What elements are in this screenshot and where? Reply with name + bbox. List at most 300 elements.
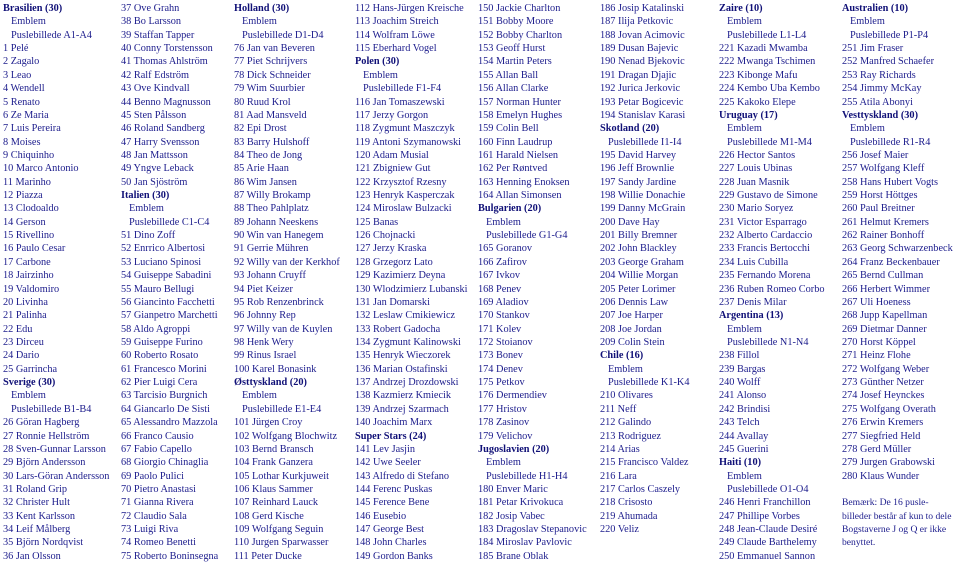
- player-entry: 49 Yngve Leback: [121, 163, 194, 175]
- player-entry: 75 Roberto Boninsegna: [121, 550, 219, 562]
- emblem-entry: Emblem: [727, 470, 762, 482]
- player-entry: 10 Marco Antonio: [3, 163, 79, 175]
- player-entry: 263 Georg Schwarzenbeck: [842, 243, 953, 255]
- player-entry: 273 Günther Netzer: [842, 377, 924, 389]
- player-entry: 194 Stanislav Karasi: [600, 109, 686, 121]
- player-entry: 226 Hector Santos: [719, 149, 796, 161]
- player-entry: 241 Alonso: [719, 390, 767, 402]
- player-entry: 44 Benno Magnusson: [121, 96, 211, 108]
- player-entry: 69 Paolo Pulici: [121, 470, 184, 482]
- player-entry: 123 Henryk Kasperczak: [355, 190, 455, 202]
- player-entry: 144 Ferenc Puskas: [355, 483, 433, 495]
- player-entry: 134 Zygmunt Kalinowski: [355, 336, 461, 348]
- player-entry: 105 Lothar Kurkjuweit: [234, 470, 329, 482]
- player-entry: 139 Andrzej Szarmach: [355, 403, 449, 415]
- team-heading: Australien (10): [842, 3, 909, 14]
- player-entry: 48 Jan Mattsson: [121, 149, 188, 161]
- emblem-entry: Emblem: [608, 363, 643, 375]
- note-line: Bemærk: De 16 pusle-: [842, 497, 929, 509]
- player-entry: 39 Staffan Tapper: [121, 29, 195, 41]
- player-entry: 52 Enrrico Albertosi: [121, 243, 206, 255]
- player-entry: 152 Bobby Charlton: [478, 29, 563, 41]
- player-entry: 30 Lars-Göran Andersson: [3, 470, 110, 482]
- player-entry: 73 Luigi Riva: [121, 524, 179, 536]
- player-entry: 246 Henri Franchillon: [719, 497, 811, 509]
- player-entry: 143 Alfredo di Stefano: [355, 470, 450, 482]
- player-entry: 151 Bobby Moore: [478, 16, 554, 28]
- column-6: [600, 2, 690, 536]
- player-entry: 229 Gustavo de Simone: [719, 190, 818, 202]
- player-entry: 37 Ove Grahn: [121, 3, 180, 14]
- player-entry: 148 John Charles: [355, 537, 427, 549]
- puzzle-entry: Puslebillede E1-E4: [242, 403, 322, 415]
- player-entry: 90 Win van Hanegem: [234, 230, 324, 242]
- player-entry: 238 Fillol: [719, 350, 760, 362]
- player-entry: 25 Garrincha: [3, 363, 58, 375]
- player-entry: 259 Horst Höttges: [842, 190, 918, 202]
- player-entry: 240 Wolff: [719, 377, 761, 389]
- player-entry: 135 Henryk Wieczorek: [355, 350, 451, 362]
- player-entry: 3 Leao: [3, 69, 32, 81]
- column-5: [478, 2, 587, 563]
- player-entry: 265 Bernd Cullman: [842, 270, 924, 282]
- player-entry: 189 Dusan Bajevic: [600, 43, 679, 55]
- puzzle-entry: Puslebillede I1-I4: [608, 136, 682, 148]
- player-entry: 196 Jeff Brownlie: [600, 163, 675, 175]
- player-entry: 113 Joachim Streich: [355, 16, 439, 28]
- player-entry: 199 Danny McGrain: [600, 203, 686, 215]
- player-entry: 224 Kembo Uba Kembo: [719, 83, 820, 95]
- puzzle-entry: Puslebillede C1-C4: [129, 216, 210, 228]
- player-entry: 131 Jan Domarski: [355, 296, 430, 308]
- emblem-entry: Emblem: [129, 203, 164, 215]
- player-entry: 207 Joe Harper: [600, 310, 663, 322]
- player-entry: 254 Jimmy McKay: [842, 83, 922, 95]
- puzzle-entry: Puslebillede O1-O4: [727, 483, 809, 495]
- player-entry: 122 Krzysztof Rzesny: [355, 176, 447, 188]
- player-entry: 57 Gianpetro Marchetti: [121, 310, 218, 322]
- note-line: billeder består af kun to dele: [842, 510, 952, 522]
- player-entry: 42 Ralf Edström: [121, 69, 190, 81]
- player-entry: 38 Bo Larsson: [121, 16, 182, 28]
- player-entry: 23 Dirceu: [3, 336, 44, 348]
- player-entry: 179 Velichov: [478, 430, 533, 442]
- player-entry: 89 Johann Neeskens: [234, 216, 319, 228]
- player-entry: 270 Horst Köppel: [842, 336, 916, 348]
- player-entry: 61 Francesco Morini: [121, 363, 207, 375]
- player-entry: 182 Josip Vabec: [478, 510, 545, 522]
- player-entry: 133 Robert Gadocha: [355, 323, 441, 335]
- player-entry: 141 Lev Jasjin: [355, 443, 416, 455]
- puzzle-entry: Puslebillede N1-N4: [727, 336, 809, 348]
- player-entry: 164 Allan Simonsen: [478, 190, 562, 202]
- puzzle-entry: Puslebillede K1-K4: [608, 377, 690, 389]
- player-entry: 13 Clodoaldo: [3, 203, 59, 215]
- player-entry: 178 Zasinov: [478, 417, 530, 429]
- puzzle-entry: Puslebillede G1-G4: [486, 230, 568, 242]
- player-entry: 66 Franco Causio: [121, 430, 194, 442]
- player-entry: 84 Theo de Jong: [234, 149, 303, 161]
- player-entry: 45 Sten Pålsson: [121, 109, 187, 121]
- emblem-entry: Emblem: [850, 16, 885, 28]
- player-entry: 216 Lara: [600, 470, 637, 482]
- player-entry: 197 Sandy Jardine: [600, 176, 677, 188]
- player-entry: 87 Willy Brokamp: [234, 190, 311, 202]
- player-entry: 88 Theo Pahlplatz: [234, 203, 309, 215]
- player-entry: 125 Banas: [355, 216, 399, 228]
- player-entry: 20 Livinha: [3, 296, 48, 308]
- player-entry: 165 Goranov: [478, 243, 533, 255]
- player-entry: 231 Victor Esparrago: [719, 216, 807, 228]
- player-entry: 155 Allan Ball: [478, 69, 539, 81]
- player-entry: 205 Peter Lorimer: [600, 283, 676, 295]
- player-entry: 1 Pelé: [3, 43, 29, 55]
- player-entry: 257 Wolfgang Kleff: [842, 163, 925, 175]
- player-entry: 255 Atila Abonyi: [842, 96, 913, 108]
- player-entry: 211 Neff: [600, 403, 637, 415]
- player-entry: 120 Adam Musial: [355, 149, 429, 161]
- player-entry: 171 Kolev: [478, 323, 522, 335]
- player-entry: 228 Juan Masnik: [719, 176, 790, 188]
- team-heading: Bulgarien (20): [478, 203, 542, 215]
- team-heading: Super Stars (24): [355, 430, 427, 442]
- player-entry: 146 Eusebio: [355, 510, 407, 522]
- player-entry: 8 Moises: [3, 136, 41, 148]
- player-entry: 6 Ze Maria: [3, 109, 49, 121]
- player-entry: 98 Henk Wery: [234, 336, 294, 348]
- player-entry: 150 Jackie Charlton: [478, 3, 561, 14]
- player-entry: 225 Kakoko Elepe: [719, 96, 796, 108]
- player-entry: 280 Klaus Wunder: [842, 470, 920, 482]
- player-entry: 206 Dennis Law: [600, 296, 669, 308]
- player-entry: 127 Jerzy Kraska: [355, 243, 427, 255]
- team-heading: Jugoslavien (20): [478, 443, 550, 455]
- player-entry: 70 Pietro Anastasi: [121, 483, 196, 495]
- player-entry: 68 Giorgio Chinaglia: [121, 457, 209, 469]
- player-entry: 256 Josef Maier: [842, 149, 909, 161]
- player-entry: 78 Dick Schneider: [234, 69, 311, 81]
- team-heading: Zaire (10): [719, 3, 763, 14]
- player-entry: 72 Claudio Sala: [121, 510, 187, 522]
- player-entry: 5 Renato: [3, 96, 40, 108]
- player-entry: 65 Alessandro Mazzola: [121, 417, 218, 429]
- player-entry: 218 Crisosto: [600, 497, 653, 509]
- player-entry: 103 Bernd Bransch: [234, 443, 314, 455]
- player-entry: 250 Emmanuel Sannon: [719, 550, 816, 562]
- player-entry: 157 Norman Hunter: [478, 96, 561, 108]
- player-entry: 130 Wlodzimierz Lubanski: [355, 283, 468, 295]
- player-entry: 169 Aladiov: [478, 296, 529, 308]
- team-heading: Sverige (30): [3, 377, 56, 389]
- player-entry: 32 Christer Hult: [3, 497, 70, 509]
- puzzle-entry: Puslebillede P1-P4: [850, 29, 929, 41]
- player-entry: 245 Guerini: [719, 443, 769, 455]
- player-entry: 140 Joachim Marx: [355, 417, 433, 429]
- player-entry: 195 David Harvey: [600, 149, 677, 161]
- player-entry: 158 Emelyn Hughes: [478, 109, 563, 121]
- player-entry: 107 Reinhard Lauck: [234, 497, 319, 509]
- player-entry: 201 Billy Bremner: [600, 230, 678, 242]
- player-entry: 96 Johnny Rep: [234, 310, 296, 322]
- player-entry: 181 Petar Krivokuca: [478, 497, 564, 509]
- player-entry: 271 Heinz Flohe: [842, 350, 911, 362]
- player-entry: 198 Willie Donachie: [600, 190, 686, 202]
- player-entry: 183 Dragoslav Stepanovic: [478, 524, 587, 536]
- player-entry: 187 Ilija Petkovic: [600, 16, 674, 28]
- player-entry: 22 Edu: [3, 323, 33, 335]
- player-entry: 128 Grzegorz Lato: [355, 256, 433, 268]
- player-entry: 272 Wolfgang Weber: [842, 363, 930, 375]
- player-entry: 18 Jairzinho: [3, 270, 54, 282]
- player-entry: 177 Hristov: [478, 403, 527, 415]
- player-entry: 137 Andrzej Drozdowski: [355, 377, 459, 389]
- player-entry: 55 Mauro Bellugi: [121, 283, 195, 295]
- player-entry: 192 Jurica Jerkovic: [600, 83, 681, 95]
- player-entry: 239 Bargas: [719, 363, 766, 375]
- player-entry: 115 Eberhard Vogel: [355, 43, 437, 55]
- column-8: [842, 2, 953, 550]
- player-entry: 121 Zbigniew Gut: [355, 163, 431, 175]
- player-entry: 50 Jan Sjöström: [121, 176, 188, 188]
- player-entry: 63 Tarcisio Burgnich: [121, 390, 208, 402]
- player-entry: 220 Veliz: [600, 524, 639, 536]
- player-entry: 7 Luis Pereira: [3, 123, 61, 135]
- player-entry: 85 Arie Haan: [234, 163, 289, 175]
- player-entry: 124 Miroslaw Bulzacki: [355, 203, 452, 215]
- player-entry: 11 Marinho: [3, 176, 51, 188]
- player-entry: 28 Sven-Gunnar Larsson: [3, 443, 106, 455]
- player-entry: 80 Ruud Krol: [234, 96, 291, 108]
- player-entry: 173 Bonev: [478, 350, 523, 362]
- player-entry: 160 Finn Laudrup: [478, 136, 553, 148]
- player-entry: 35 Björn Nordqvist: [3, 537, 84, 549]
- player-entry: 191 Dragan Djajic: [600, 69, 677, 81]
- player-entry: 159 Colin Bell: [478, 123, 539, 135]
- player-entry: 46 Roland Sandberg: [121, 123, 205, 135]
- player-entry: 16 Paulo Cesar: [3, 243, 66, 255]
- team-heading: Holland (30): [234, 3, 290, 14]
- player-entry: 102 Wolfgang Blochwitz: [234, 430, 338, 442]
- emblem-entry: Emblem: [727, 323, 762, 335]
- player-entry: 243 Telch: [719, 417, 760, 429]
- column-7: [719, 2, 825, 563]
- player-entry: 170 Stankov: [478, 310, 530, 322]
- player-entry: 200 Dave Hay: [600, 216, 660, 228]
- player-entry: 193 Petar Bogicevic: [600, 96, 684, 108]
- player-entry: 15 Rivellino: [3, 230, 55, 242]
- player-entry: 213 Rodriguez: [600, 430, 661, 442]
- player-entry: 215 Francisco Valdez: [600, 457, 689, 469]
- team-heading: Polen (30): [355, 56, 400, 68]
- player-entry: 234 Luis Cubilla: [719, 256, 789, 268]
- player-entry: 203 George Graham: [600, 256, 684, 268]
- player-entry: 64 Giancarlo De Sisti: [121, 403, 210, 415]
- player-entry: 92 Willy van der Kerkhof: [234, 256, 340, 268]
- player-entry: 219 Ahumada: [600, 510, 658, 522]
- player-entry: 210 Olivares: [600, 390, 653, 402]
- player-entry: 276 Erwin Kremers: [842, 417, 924, 429]
- player-entry: 163 Henning Enoksen: [478, 176, 570, 188]
- player-entry: 185 Brane Oblak: [478, 550, 549, 562]
- puzzle-entry: Puslebillede D1-D4: [242, 29, 324, 41]
- player-entry: 77 Piet Schrijvers: [234, 56, 308, 68]
- player-entry: 24 Dario: [3, 350, 40, 362]
- player-entry: 110 Jurgen Sparwasser: [234, 537, 329, 549]
- player-entry: 91 Gerrie Mühren: [234, 243, 309, 255]
- note-line: benyttet.: [842, 537, 876, 549]
- player-entry: 244 Avallay: [719, 430, 769, 442]
- player-entry: 209 Colin Stein: [600, 336, 665, 348]
- emblem-entry: Emblem: [486, 457, 521, 469]
- player-entry: 166 Zafirov: [478, 256, 527, 268]
- player-entry: 17 Carbone: [3, 256, 51, 268]
- player-entry: 156 Allan Clarke: [478, 83, 549, 95]
- player-entry: 138 Kazmierz Kmiecik: [355, 390, 452, 402]
- player-entry: 74 Romeo Benetti: [121, 537, 196, 549]
- player-entry: 252 Manfred Schaefer: [842, 56, 935, 68]
- player-entry: 118 Zygmunt Maszczyk: [355, 123, 455, 135]
- emblem-entry: Emblem: [727, 16, 762, 28]
- player-entry: 214 Arias: [600, 443, 640, 455]
- player-entry: 86 Wim Jansen: [234, 176, 297, 188]
- player-entry: 186 Josip Katalinski: [600, 3, 685, 14]
- player-entry: 129 Kazimierz Deyna: [355, 270, 446, 282]
- player-entry: 21 Palinha: [3, 310, 47, 322]
- player-entry: 232 Alberto Cardaccio: [719, 230, 813, 242]
- player-entry: 54 Guiseppe Sabadini: [121, 270, 212, 282]
- player-entry: 269 Dietmar Danner: [842, 323, 927, 335]
- player-entry: 59 Guiseppe Furino: [121, 336, 203, 348]
- emblem-entry: Emblem: [850, 123, 885, 135]
- player-entry: 41 Thomas Ahlström: [121, 56, 208, 68]
- player-entry: 184 Miroslav Pavlovic: [478, 537, 572, 549]
- player-entry: 79 Wim Suurbier: [234, 83, 305, 95]
- emblem-entry: Emblem: [242, 16, 277, 28]
- player-entry: 251 Jim Fraser: [842, 43, 904, 55]
- player-entry: 114 Wolfram Löwe: [355, 29, 435, 41]
- player-entry: 258 Hans Hubert Vogts: [842, 176, 939, 188]
- player-entry: 36 Jan Olsson: [3, 550, 61, 562]
- player-entry: 33 Kent Karlsson: [3, 510, 76, 522]
- player-entry: 126 Chojnacki: [355, 230, 416, 242]
- team-heading: Uruguay (17): [719, 109, 778, 121]
- player-entry: 116 Jan Tomaszewski: [355, 96, 445, 108]
- player-entry: 147 George Best: [355, 524, 425, 536]
- emblem-entry: Emblem: [11, 390, 46, 402]
- puzzle-entry: Puslebillede L1-L4: [727, 29, 807, 41]
- player-entry: 71 Gianna Rivera: [121, 497, 194, 509]
- team-heading: Brasilien (30): [3, 3, 63, 14]
- team-heading: Skotland (20): [600, 123, 660, 135]
- player-entry: 261 Helmut Kremers: [842, 216, 929, 228]
- player-entry: 19 Valdomiro: [3, 283, 60, 295]
- puzzle-entry: Puslebillede B1-B4: [11, 403, 92, 415]
- puzzle-entry: Puslebillede H1-H4: [486, 470, 568, 482]
- player-entry: 145 Ference Bene: [355, 497, 430, 509]
- player-entry: 40 Conny Torstensson: [121, 43, 213, 55]
- player-entry: 266 Herbert Wimmer: [842, 283, 931, 295]
- player-entry: 100 Karel Bonasink: [234, 363, 317, 375]
- player-entry: 76 Jan van Beveren: [234, 43, 315, 55]
- player-entry: 26 Göran Hagberg: [3, 417, 80, 429]
- player-entry: 161 Harald Nielsen: [478, 149, 559, 161]
- player-entry: 117 Jerzy Gorgon: [355, 109, 429, 121]
- player-entry: 242 Brindisi: [719, 403, 771, 415]
- player-entry: 237 Denis Milar: [719, 296, 787, 308]
- player-entry: 132 Leslaw Cmikiewicz: [355, 310, 456, 322]
- player-entry: 60 Roberto Rosato: [121, 350, 199, 362]
- column-4: [355, 2, 467, 563]
- player-entry: 172 Stoianov: [478, 336, 533, 348]
- player-entry: 29 Björn Andersson: [3, 457, 86, 469]
- player-entry: 235 Fernando Morena: [719, 270, 811, 282]
- player-entry: 4 Wendell: [3, 83, 45, 95]
- player-entry: 264 Franz Beckenbauer: [842, 256, 940, 268]
- player-entry: 58 Aldo Agroppi: [121, 323, 191, 335]
- player-entry: 47 Harry Svensson: [121, 136, 200, 148]
- player-entry: 14 Gerson: [3, 216, 46, 228]
- player-entry: 62 Pier Luigi Cera: [121, 377, 198, 389]
- player-entry: 260 Paul Breitner: [842, 203, 915, 215]
- player-entry: 208 Joe Jordan: [600, 323, 662, 335]
- player-entry: 108 Gerd Kische: [234, 510, 304, 522]
- player-entry: 106 Klaus Sammer: [234, 483, 313, 495]
- column-1: [3, 2, 109, 563]
- puzzle-entry: Puslebillede A1-A4: [11, 29, 92, 41]
- player-entry: 83 Barry Hulshoff: [234, 136, 310, 148]
- player-entry: 174 Denev: [478, 363, 523, 375]
- player-entry: 2 Zagalo: [3, 56, 40, 68]
- player-entry: 142 Uwe Seeler: [355, 457, 421, 469]
- player-entry: 9 Chiquinho: [3, 149, 55, 161]
- team-heading: Chile (16): [600, 350, 644, 362]
- emblem-entry: Emblem: [11, 16, 46, 28]
- team-heading: Italien (30): [121, 190, 170, 202]
- player-entry: 94 Piet Keizer: [234, 283, 293, 295]
- player-entry: 104 Frank Ganzera: [234, 457, 313, 469]
- player-entry: 149 Gordon Banks: [355, 550, 433, 562]
- puzzle-entry: Puslebillede R1-R4: [850, 136, 931, 148]
- column-2: [121, 2, 218, 563]
- player-entry: 233 Francis Bertocchi: [719, 243, 810, 255]
- player-entry: 278 Gerd Müller: [842, 443, 912, 455]
- player-entry: 188 Jovan Acimovic: [600, 29, 685, 41]
- player-entry: 227 Louis Ubinas: [719, 163, 793, 175]
- player-entry: 249 Claude Barthelemy: [719, 537, 817, 549]
- player-entry: 175 Petkov: [478, 377, 525, 389]
- note-line: Bogstaverne J og Q er ikke: [842, 524, 947, 536]
- player-entry: 34 Leif Målberg: [3, 524, 71, 536]
- player-entry: 56 Giancinto Facchetti: [121, 296, 215, 308]
- player-entry: 168 Penev: [478, 283, 522, 295]
- player-entry: 99 Rinus Israel: [234, 350, 297, 362]
- player-entry: 153 Geoff Hurst: [478, 43, 546, 55]
- player-entry: 81 Aad Mansveld: [234, 109, 307, 121]
- player-entry: 119 Antoni Szymanowski: [355, 136, 462, 148]
- player-entry: 212 Galindo: [600, 417, 652, 429]
- player-entry: 82 Epi Drost: [234, 123, 287, 135]
- player-entry: 53 Luciano Spinosi: [121, 256, 202, 268]
- player-entry: 253 Ray Richards: [842, 69, 916, 81]
- team-heading: Vesttyskland (30): [842, 109, 918, 121]
- player-entry: 97 Willy van de Kuylen: [234, 323, 333, 335]
- player-entry: 202 John Blackley: [600, 243, 677, 255]
- player-entry: 277 Siegfried Held: [842, 430, 921, 442]
- player-entry: 27 Ronnie Hellström: [3, 430, 90, 442]
- player-entry: 247 Phillipe Vorbes: [719, 510, 800, 522]
- emblem-entry: Emblem: [486, 216, 521, 228]
- spacer: [842, 483, 953, 496]
